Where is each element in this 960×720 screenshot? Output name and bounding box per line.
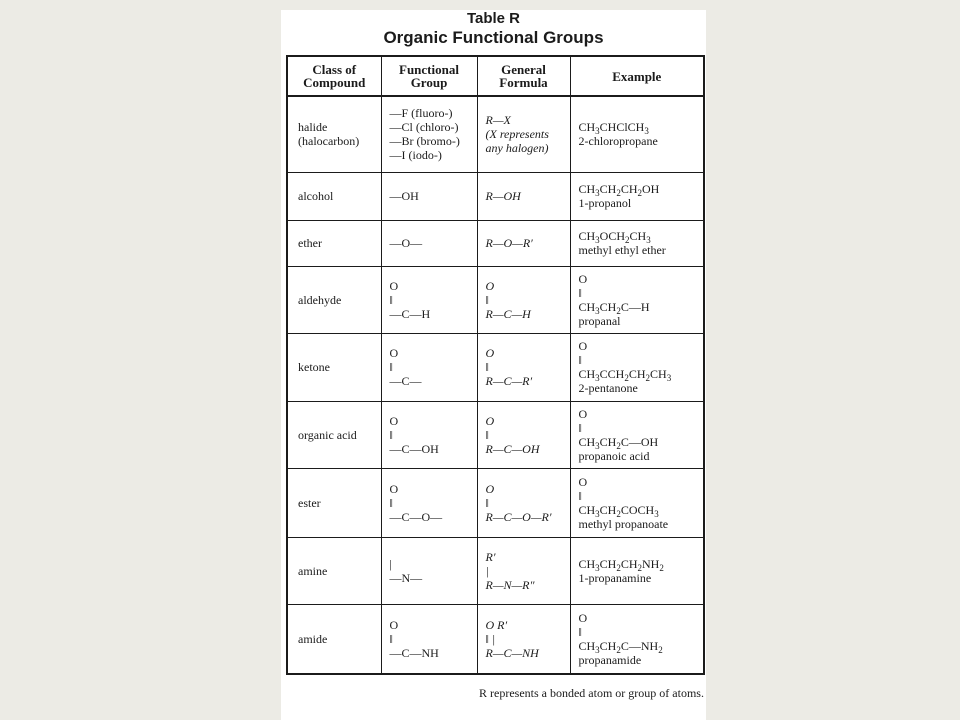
class-cell (287, 604, 381, 674)
formula-cell (477, 604, 570, 674)
example-cell-line: methyl propanoate (578, 516, 669, 531)
group-cell-line: ‖ (389, 292, 393, 307)
formula-cell (477, 220, 570, 266)
group-cell-line: O (389, 617, 399, 632)
group-cell-line: —C—O— (389, 509, 443, 524)
example-cell-line: $CH_3CHClCH_3$ (578, 120, 649, 137)
formula-cell-line: any halogen) (485, 141, 549, 156)
formula-cell-line: O (485, 481, 495, 496)
table-row (287, 96, 704, 172)
group-cell (381, 468, 477, 537)
group-cell-line: —C—NH (389, 645, 439, 660)
group-cell-line: —C—H (389, 306, 431, 321)
formula-cell-line: (X represents (485, 127, 549, 142)
group-cell-line: —OH (389, 189, 419, 203)
class-cell (287, 266, 381, 333)
formula-cell (477, 266, 570, 333)
example-cell (570, 96, 704, 172)
formula-cell-line: R—X (485, 113, 511, 128)
table-title: Table R (466, 10, 521, 27)
example-cell-line: $CH_3CH_2CH_2OH$ (578, 182, 660, 198)
example-cell-line: propanal (578, 313, 621, 328)
example-cell-line: $CH_3OCH_2CH_3$ (578, 229, 651, 245)
example-cell (570, 401, 704, 468)
example-cell (570, 266, 704, 333)
group-cell-line: —Br (bromo-) (389, 134, 460, 149)
group-cell-line: ‖ (389, 495, 393, 510)
example-cell-line: 2-chloropropane (578, 134, 658, 149)
example-cell-line: ‖ (578, 488, 582, 503)
class-cell-line: halide (298, 120, 328, 135)
formula-cell (477, 96, 570, 172)
formula-cell (477, 537, 570, 604)
example-cell (570, 220, 704, 266)
formula-cell-line: ‖ (485, 495, 489, 510)
formula-cell (477, 401, 570, 468)
example-cell-line: $CH_3CH_2C—NH_2$ (578, 638, 663, 655)
example-cell-line: propanoic acid (578, 448, 650, 463)
table-row (287, 468, 704, 537)
group-cell-line: O (389, 481, 399, 496)
example-cell-line: 1-propanol (578, 196, 632, 210)
table-row (287, 604, 704, 674)
class-cell (287, 401, 381, 468)
formula-cell-line: | (485, 563, 489, 578)
group-cell-line: O (389, 278, 399, 293)
group-cell-line: O (389, 346, 399, 360)
class-cell-line: aldehyde (298, 292, 342, 307)
class-cell (287, 172, 381, 220)
document-page (281, 10, 706, 720)
example-cell-line: O (578, 339, 588, 353)
class-cell (287, 96, 381, 172)
example-cell-line: 1-propanamine (578, 570, 652, 585)
group-cell-line: ‖ (389, 360, 393, 374)
group-cell-line: —Cl (chloro-) (389, 120, 459, 135)
group-cell (381, 172, 477, 220)
header-example: Example (570, 56, 704, 96)
example-cell-line: ‖ (578, 420, 582, 435)
class-cell (287, 220, 381, 266)
class-cell-line: (halocarbon) (298, 134, 360, 149)
class-cell-line: ester (298, 495, 321, 510)
class-cell-line: ketone (298, 360, 330, 374)
table-row (287, 172, 704, 220)
table-row (287, 266, 704, 333)
group-cell (381, 333, 477, 401)
example-cell-line: O (578, 406, 588, 421)
group-cell-line: | (389, 556, 392, 571)
group-cell (381, 220, 477, 266)
formula-cell-line: ‖ (485, 427, 489, 442)
group-cell (381, 537, 477, 604)
formula-cell-line: O (485, 278, 495, 293)
example-cell (570, 172, 704, 220)
class-cell (287, 537, 381, 604)
class-cell (287, 468, 381, 537)
header-group: Functional Group (381, 56, 477, 96)
group-cell-line: —C—OH (389, 441, 439, 456)
group-cell-line: —N— (389, 570, 423, 585)
example-cell-line: methyl ethyl ether (578, 243, 666, 257)
group-cell (381, 604, 477, 674)
formula-cell-line: O (485, 413, 495, 428)
formula-cell-line: ‖ (485, 292, 489, 307)
example-cell-line: O (578, 271, 588, 286)
class-cell-line: organic acid (298, 427, 357, 442)
header-class: Class of Compound (287, 56, 381, 96)
formula-cell-line: R—C—H (485, 306, 531, 321)
class-cell-line: amine (298, 563, 328, 578)
formula-cell-line: O R′ (485, 617, 508, 632)
example-cell-line: $CH_3CH_2C—H$ (578, 299, 650, 316)
example-cell (570, 604, 704, 674)
functional-groups-table (286, 55, 705, 675)
formula-cell-line: R—C—NH (485, 645, 539, 660)
group-cell-line: ‖ (389, 427, 393, 442)
example-cell (570, 468, 704, 537)
group-cell (381, 401, 477, 468)
header-formula: General Formula (477, 56, 570, 96)
group-cell (381, 266, 477, 333)
formula-cell-line: ‖ | (485, 631, 496, 646)
group-cell-line: —O— (389, 236, 423, 250)
example-cell-line: 2-pentanone (578, 381, 638, 395)
header-row (287, 56, 704, 96)
group-cell-line: —I (iodo-) (389, 148, 442, 163)
formula-cell-line: R′ (485, 549, 496, 564)
class-cell (287, 333, 381, 401)
example-cell (570, 537, 704, 604)
table-row (287, 537, 704, 604)
example-cell-line: $CH_3CH_2CH_2NH_2$ (578, 556, 664, 573)
example-cell-line: O (578, 610, 588, 625)
group-cell (381, 96, 477, 172)
group-cell-line: O (389, 413, 399, 428)
group-cell-line: —C— (389, 374, 422, 388)
footnote: R represents a bonded atom or group of atoms. (479, 686, 704, 700)
example-cell-line: propanamide (578, 652, 642, 667)
group-cell-line: —F (fluoro-) (389, 106, 453, 121)
class-cell-line: amide (298, 631, 328, 646)
formula-cell (477, 468, 570, 537)
example-cell-line: $CH_3CH_2COCH_3$ (578, 502, 659, 519)
class-cell-line: alcohol (298, 189, 334, 203)
table-row (287, 220, 704, 266)
example-cell-line: ‖ (578, 285, 582, 300)
table-row (287, 401, 704, 468)
formula-cell-line: R—OH (485, 189, 521, 203)
formula-cell-line: ‖ (485, 360, 489, 374)
example-cell-line: $CH_3CCH_2CH_2CH_3$ (578, 367, 672, 383)
example-cell-line: ‖ (578, 353, 582, 367)
formula-cell-line: R—C—R′ (485, 374, 533, 388)
example-cell-line: ‖ (578, 624, 582, 639)
formula-cell (477, 333, 570, 401)
formula-cell-line: R—C—OH (485, 441, 540, 456)
class-cell-line: ether (298, 236, 322, 250)
formula-cell-line: R—C—O—R′ (485, 509, 552, 524)
example-cell (570, 333, 704, 401)
formula-cell-line: R—O—R′ (485, 236, 533, 250)
formula-cell-line: R—N—R″ (485, 577, 535, 592)
example-cell-line: $CH_3CH_2C—OH$ (578, 434, 659, 451)
table-subtitle: Organic Functional Groups (383, 28, 604, 47)
example-cell-line: O (578, 474, 588, 489)
group-cell-line: ‖ (389, 631, 393, 646)
table-row (287, 333, 704, 401)
formula-cell (477, 172, 570, 220)
formula-cell-line: O (485, 346, 495, 360)
